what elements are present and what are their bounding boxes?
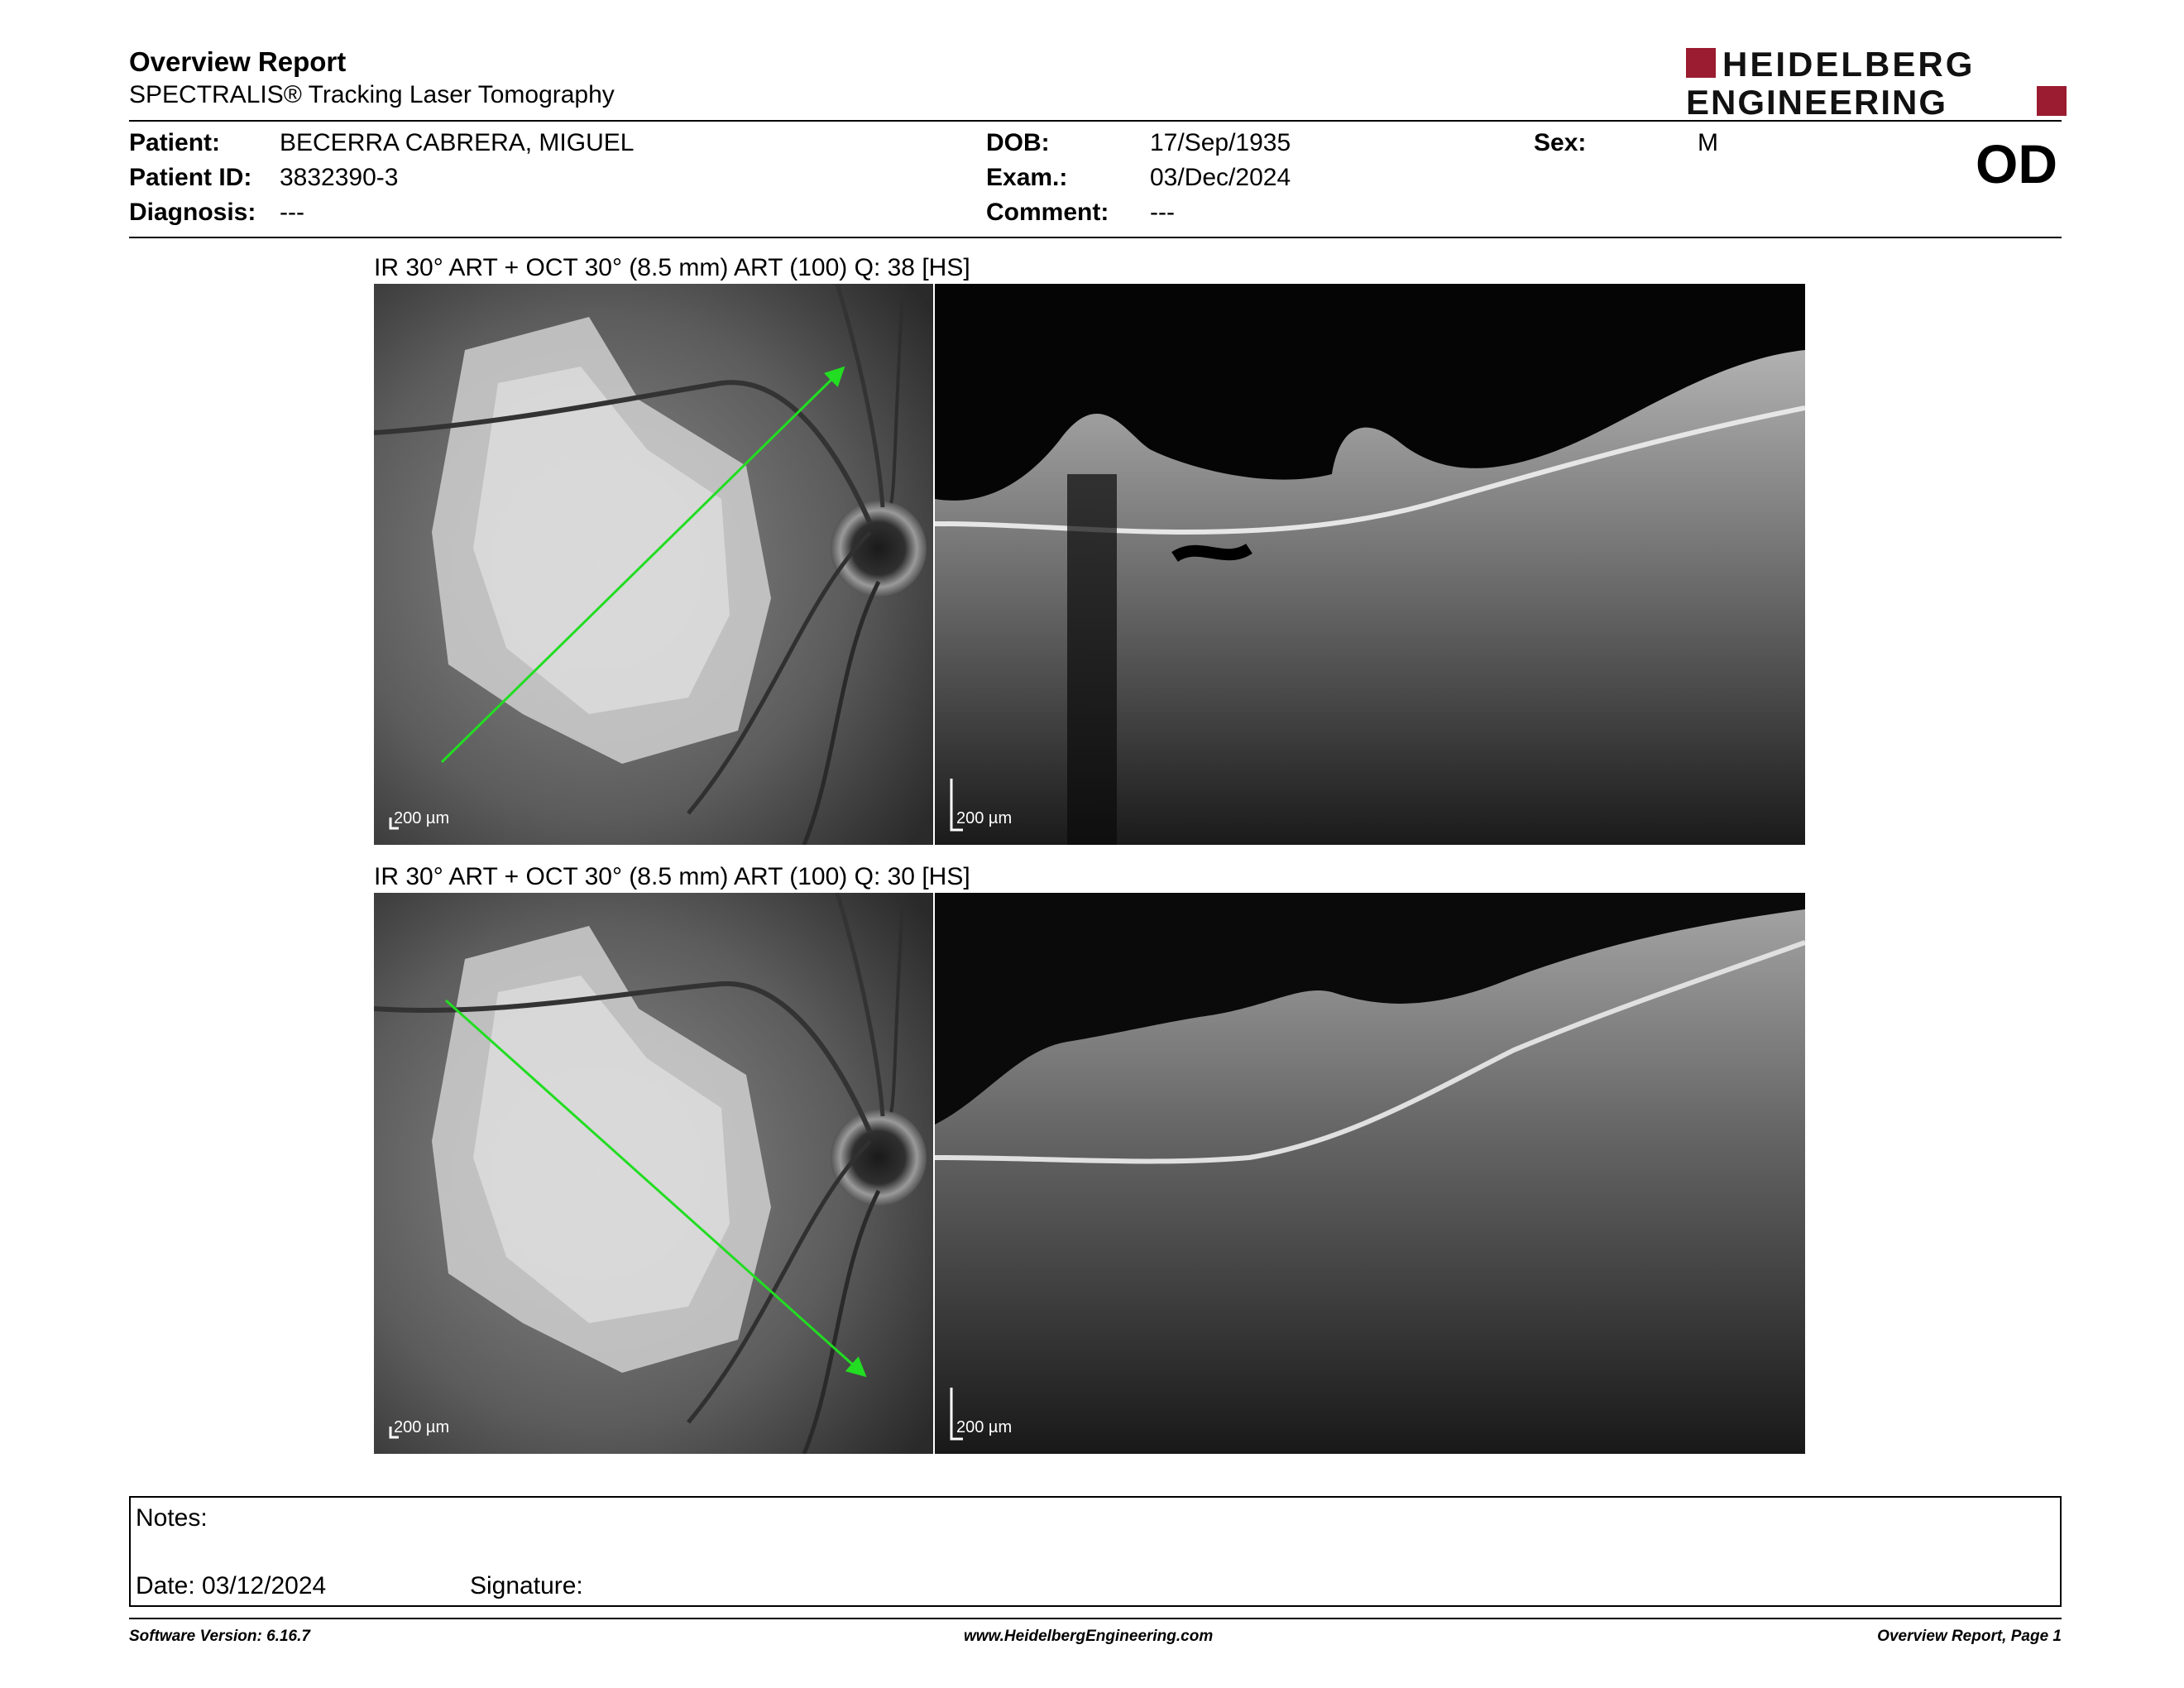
logo-line2: ENGINEERING [1686, 83, 1948, 117]
comment-value: --- [1150, 199, 1175, 226]
page-indicator: Overview Report, Page 1 [1877, 1628, 2062, 1645]
notes-label: Notes: [136, 1504, 208, 1532]
dob-value: 17/Sep/1935 [1150, 129, 1291, 156]
diagnosis-value: --- [280, 199, 304, 226]
exam-label: Exam.: [986, 164, 1068, 191]
scan-1-ir-image [374, 284, 933, 845]
sex-label: Sex: [1534, 129, 1587, 156]
diagnosis-label: Diagnosis: [129, 199, 256, 226]
software-version: Software Version: 6.16.7 [129, 1628, 310, 1645]
scan-1-oct-scale: 200 µm [956, 809, 1013, 827]
scan-2-ir-image [374, 893, 933, 1454]
date-label: Date: 03/12/2024 [136, 1572, 327, 1599]
footer-rule [129, 1618, 2062, 1619]
eye-indicator: OD [1976, 133, 2057, 194]
patient-id: 3832390-3 [280, 164, 399, 191]
patient-id-label: Patient ID: [129, 164, 252, 191]
info-rule [129, 237, 2062, 238]
logo-line1: HEIDELBERG [1722, 45, 1976, 84]
website-link[interactable]: www.HeidelbergEngineering.com [964, 1628, 1214, 1645]
notes-box [129, 1496, 2062, 1607]
scan-2-caption: IR 30° ART + OCT 30° (8.5 mm) ART (100) Q: 30 [HS] [374, 863, 970, 890]
signature-label: Signature: [470, 1572, 583, 1599]
exam-value: 03/Dec/2024 [1150, 164, 1291, 191]
heidelberg-logo [1686, 45, 2067, 117]
comment-label: Comment: [986, 199, 1109, 226]
report-title: Overview Report [129, 46, 347, 77]
scan-2-oct-scale: 200 µm [956, 1418, 1013, 1436]
scan-1-oct-image [935, 284, 1805, 845]
scan-1-caption: IR 30° ART + OCT 30° (8.5 mm) ART (100) Q: 38 [HS] [374, 254, 970, 281]
sex-value: M [1698, 129, 1718, 156]
patient-name: BECERRA CABRERA, MIGUEL [280, 129, 635, 156]
scan-1-ir-scale: 200 µm [394, 809, 450, 827]
scan-2-ir-scale: 200 µm [394, 1418, 450, 1436]
report-subtitle: SPECTRALIS® Tracking Laser Tomography [129, 81, 615, 108]
dob-label: DOB: [986, 129, 1050, 156]
header-rule [129, 120, 2062, 122]
patient-label: Patient: [129, 129, 221, 156]
scan-2-oct-image [935, 893, 1805, 1454]
